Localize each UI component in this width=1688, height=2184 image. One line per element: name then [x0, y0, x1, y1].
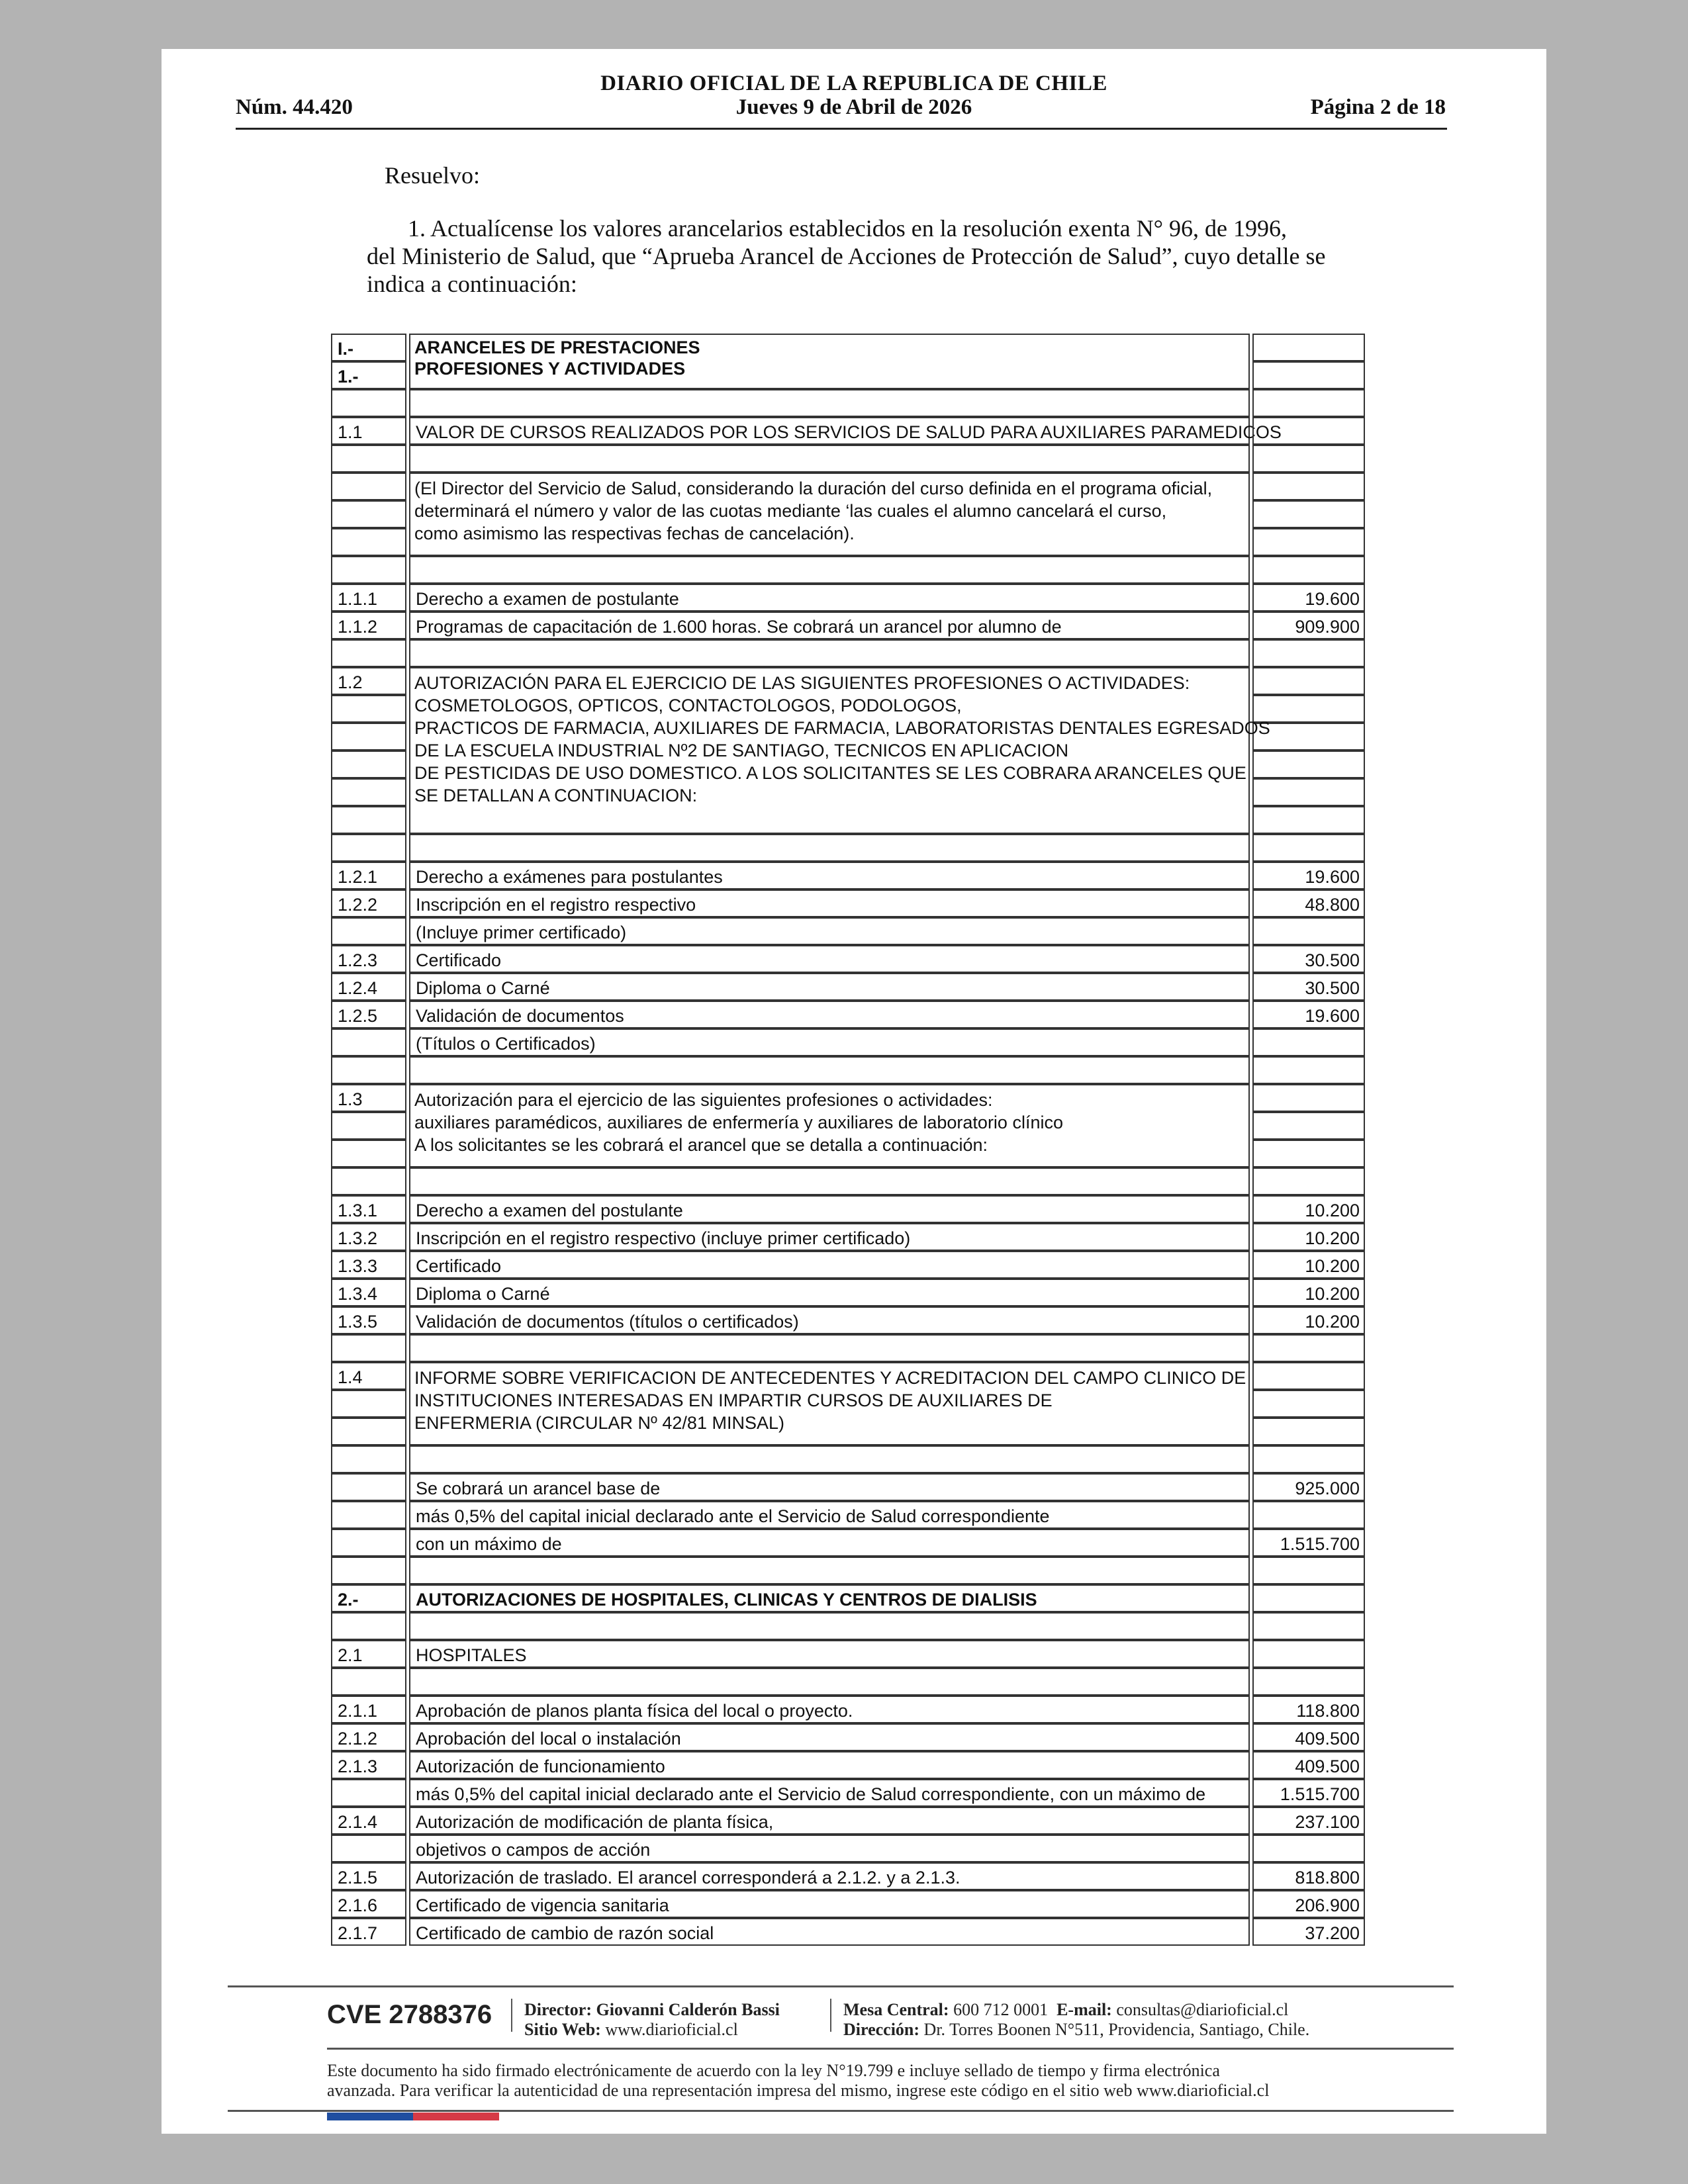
- row-text: Certificado: [409, 1251, 1250, 1279]
- note-line: Este documento ha sido firmado electrónicamente de acuerdo con la ley N°19.799 e incluye sellado de tiempo y firma electrónica: [327, 2061, 1220, 2080]
- note-line: (El Director del Servicio de Salud, considerando la duración del curso definida en el programa oficial,: [414, 478, 1213, 498]
- row-code: 2.1.5: [331, 1862, 406, 1890]
- row-value: 19.600: [1252, 584, 1365, 612]
- footer-rule-bottom: [228, 2110, 1454, 2112]
- newspaper-title: DIARIO OFICIAL DE LA REPUBLICA DE CHILE: [600, 71, 1107, 95]
- row-text: Certificado: [409, 945, 1250, 973]
- row-text: Derecho a examen de postulante: [409, 584, 1250, 612]
- paragraph-line: del Ministerio de Salud, que “Aprueba Arancel de Acciones de Protección de Salud”, cuyo detalle se: [367, 243, 1326, 269]
- row-code: 1.2.5: [331, 1001, 406, 1028]
- row-value: [1252, 334, 1365, 361]
- row-code: 2.1.6: [331, 1890, 406, 1918]
- row-text: Diploma o Carné: [409, 1279, 1250, 1306]
- footer-rule-mid: [327, 2048, 1454, 2050]
- paragraph-line: 1. Actualícense los valores arancelarios establecidos en la resolución exenta N° 96, de 1996,: [408, 215, 1287, 242]
- issue-date: Jueves 9 de Abril de 2026: [735, 95, 972, 119]
- row-value: 10.200: [1252, 1195, 1365, 1223]
- row-text: Aprobación de planos planta física del local o proyecto.: [409, 1696, 1250, 1723]
- row-code: 1.3.4: [331, 1279, 406, 1306]
- section-line: Autorización para el ejercicio de las siguientes profesiones o actividades:: [414, 1090, 993, 1110]
- row-code: 1.2.3: [331, 945, 406, 973]
- page-number: Página 2 de 18: [1310, 95, 1446, 119]
- row-code: 1.2.1: [331, 862, 406, 889]
- row-code: 2.1.2: [331, 1723, 406, 1751]
- header-rule: [236, 128, 1447, 130]
- row-code: 2.1.7: [331, 1918, 406, 1946]
- section-line: ENFERMERIA (CIRCULAR Nº 42/81 MINSAL): [414, 1413, 784, 1433]
- web-link[interactable]: www.diarioficial.cl: [605, 2020, 738, 2039]
- row-code: 1.3.5: [331, 1306, 406, 1334]
- row-value: 925.000: [1252, 1473, 1365, 1501]
- row-code: 1.2.2: [331, 889, 406, 917]
- row-code: 1.3.1: [331, 1195, 406, 1223]
- row-text: VALOR DE CURSOS REALIZADOS POR LOS SERVICIOS DE SALUD PARA AUXILIARES PARAMEDICOS: [409, 417, 1250, 445]
- mesa-label: Mesa Central:: [843, 2000, 949, 2019]
- section-line: DE PESTICIDAS DE USO DOMESTICO. A LOS SOLICITANTES SE LES COBRARA ARANCELES QUE: [414, 763, 1246, 783]
- resolution-paragraph: [367, 214, 1529, 298]
- row-code: 1.3.2: [331, 1223, 406, 1251]
- footer-director: [524, 2000, 780, 2040]
- row-code: 1.-: [331, 361, 406, 389]
- row-value: 1.515.700: [1252, 1529, 1365, 1557]
- row-text: Se cobrará un arancel base de: [409, 1473, 1250, 1501]
- email-label: E-mail:: [1056, 2000, 1112, 2019]
- paragraph-line: indica a continuación:: [367, 271, 577, 297]
- row-text: Aprobación del local o instalación: [409, 1723, 1250, 1751]
- signature-note: [327, 2061, 1519, 2101]
- row-text: Autorización de modificación de planta física,: [409, 1807, 1250, 1835]
- section-line: SE DETALLAN A CONTINUACION:: [414, 786, 698, 805]
- row-text: más 0,5% del capital inicial declarado ante el Servicio de Salud correspondiente, con un máximo de: [409, 1779, 1250, 1807]
- row-value: 818.800: [1252, 1862, 1365, 1890]
- row-text: Autorización de traslado. El arancel corresponderá a 2.1.2. y a 2.1.3.: [409, 1862, 1250, 1890]
- row-code: 1.3: [331, 1084, 406, 1112]
- row-text: más 0,5% del capital inicial declarado ante el Servicio de Salud correspondiente: [409, 1501, 1250, 1529]
- section-line: A los solicitantes se les cobrará el arancel que se detalla a continuación:: [414, 1135, 988, 1155]
- note-line: avanzada. Para verificar la autenticidad de una representación impresa del mismo, ingrese este código en el sitio web www.diarioficial.cl: [327, 2081, 1270, 2100]
- row-text: (Incluye primer certificado): [409, 917, 1250, 945]
- row-code: 1.4: [331, 1362, 406, 1390]
- director-name: Giovanni Calderón Bassi: [596, 2000, 780, 2019]
- row-code: I.-: [331, 334, 406, 361]
- section-line: auxiliares paramédicos, auxiliares de enfermería y auxiliares de laboratorio clínico: [414, 1113, 1063, 1132]
- row-value: 19.600: [1252, 1001, 1365, 1028]
- row-value: 237.100: [1252, 1807, 1365, 1835]
- row-text: Certificado de vigencia sanitaria: [409, 1890, 1250, 1918]
- web-label: Sitio Web:: [524, 2020, 601, 2039]
- section-line: INFORME SOBRE VERIFICACION DE ANTECEDENTES Y ACREDITACION DEL CAMPO CLINICO DE: [414, 1368, 1246, 1388]
- footer-divider: [830, 1999, 831, 2032]
- address-label: Dirección:: [843, 2020, 920, 2039]
- row-value: 118.800: [1252, 1696, 1365, 1723]
- row-text: objetivos o campos de acción: [409, 1835, 1250, 1862]
- row-value: 10.200: [1252, 1251, 1365, 1279]
- row-code: 1.2: [331, 667, 406, 695]
- row-text: Derecho a exámenes para postulantes: [409, 862, 1250, 889]
- row-value: 409.500: [1252, 1751, 1365, 1779]
- row-text: AUTORIZACIONES DE HOSPITALES, CLINICAS Y CENTROS DE DIALISIS: [409, 1584, 1250, 1612]
- row-text: Validación de documentos (títulos o certificados): [409, 1306, 1250, 1334]
- address-value: Dr. Torres Boonen N°511, Providencia, Santiago, Chile.: [923, 2020, 1310, 2039]
- section-line: PRACTICOS DE FARMACIA, AUXILIARES DE FARMACIA, LABORATORISTAS DENTALES EGRESADOS: [414, 718, 1270, 738]
- row-code: 1.1: [331, 417, 406, 445]
- row-value: 37.200: [1252, 1918, 1365, 1946]
- row-text: Derecho a examen del postulante: [409, 1195, 1250, 1223]
- flag-stripe-blue: [327, 2113, 413, 2120]
- mesa-phone: 600 712 0001: [953, 2000, 1049, 2019]
- row-text: Autorización de funcionamiento: [409, 1751, 1250, 1779]
- section-line: DE LA ESCUELA INDUSTRIAL Nº2 DE SANTIAGO, TECNICOS EN APLICACION: [414, 741, 1069, 760]
- note-line: como asimismo las respectivas fechas de cancelación).: [414, 523, 855, 543]
- row-text: Inscripción en el registro respectivo (incluye primer certificado): [409, 1223, 1250, 1251]
- row-text: PROFESIONES Y ACTIVIDADES: [414, 359, 686, 379]
- row-text: Diploma o Carné: [409, 973, 1250, 1001]
- row-code: 2.1.4: [331, 1807, 406, 1835]
- row-text: Programas de capacitación de 1.600 horas. Se cobrará un arancel por alumno de: [409, 612, 1250, 639]
- director-label: Director:: [524, 2000, 592, 2019]
- note-line: determinará el número y valor de las cuotas mediante ‘las cuales el alumno cancelará el curso,: [414, 501, 1167, 521]
- row-value: 10.200: [1252, 1279, 1365, 1306]
- section-line: INSTITUCIONES INTERESADAS EN IMPARTIR CURSOS DE AUXILIARES DE: [414, 1390, 1053, 1410]
- row-value: [1252, 361, 1365, 389]
- row-code: 2.1.3: [331, 1751, 406, 1779]
- document-page: [162, 49, 1546, 2134]
- row-code: 2.1: [331, 1640, 406, 1668]
- row-value: 206.900: [1252, 1890, 1365, 1918]
- row-text: HOSPITALES: [409, 1640, 1250, 1668]
- resuelvo-heading: Resuelvo:: [385, 162, 480, 189]
- footer-rule-top: [228, 1985, 1454, 1987]
- row-value: 909.900: [1252, 612, 1365, 639]
- row-code: 2.1.1: [331, 1696, 406, 1723]
- email-link[interactable]: consultas@diarioficial.cl: [1116, 2000, 1289, 2019]
- row-value: 1.515.700: [1252, 1779, 1365, 1807]
- row-code: 1.3.3: [331, 1251, 406, 1279]
- cve-code: CVE 2788376: [327, 2000, 492, 2029]
- row-text: Certificado de cambio de razón social: [409, 1918, 1250, 1946]
- flag-stripe-red: [413, 2113, 499, 2120]
- footer-contact: [843, 2000, 1309, 2040]
- row-text: ARANCELES DE PRESTACIONES: [414, 338, 700, 357]
- section-line: AUTORIZACIÓN PARA EL EJERCICIO DE LAS SIGUIENTES PROFESIONES O ACTIVIDADES:: [414, 673, 1190, 693]
- row-text: (Títulos o Certificados): [409, 1028, 1250, 1056]
- row-text: Inscripción en el registro respectivo: [409, 889, 1250, 917]
- row-value: 10.200: [1252, 1306, 1365, 1334]
- footer-divider: [511, 1999, 512, 2032]
- row-value: 30.500: [1252, 945, 1365, 973]
- row-value: 19.600: [1252, 862, 1365, 889]
- row-code: 1.1.2: [331, 612, 406, 639]
- row-value: 30.500: [1252, 973, 1365, 1001]
- row-value: 10.200: [1252, 1223, 1365, 1251]
- row-value: 409.500: [1252, 1723, 1365, 1751]
- section-line: COSMETOLOGOS, OPTICOS, CONTACTOLOGOS, PODOLOGOS,: [414, 696, 962, 715]
- issue-number: Núm. 44.420: [236, 95, 353, 119]
- row-value: 48.800: [1252, 889, 1365, 917]
- row-code: 1.2.4: [331, 973, 406, 1001]
- row-text: con un máximo de: [409, 1529, 1250, 1557]
- row-code: 1.1.1: [331, 584, 406, 612]
- row-text: Validación de documentos: [409, 1001, 1250, 1028]
- row-code: 2.-: [331, 1584, 406, 1612]
